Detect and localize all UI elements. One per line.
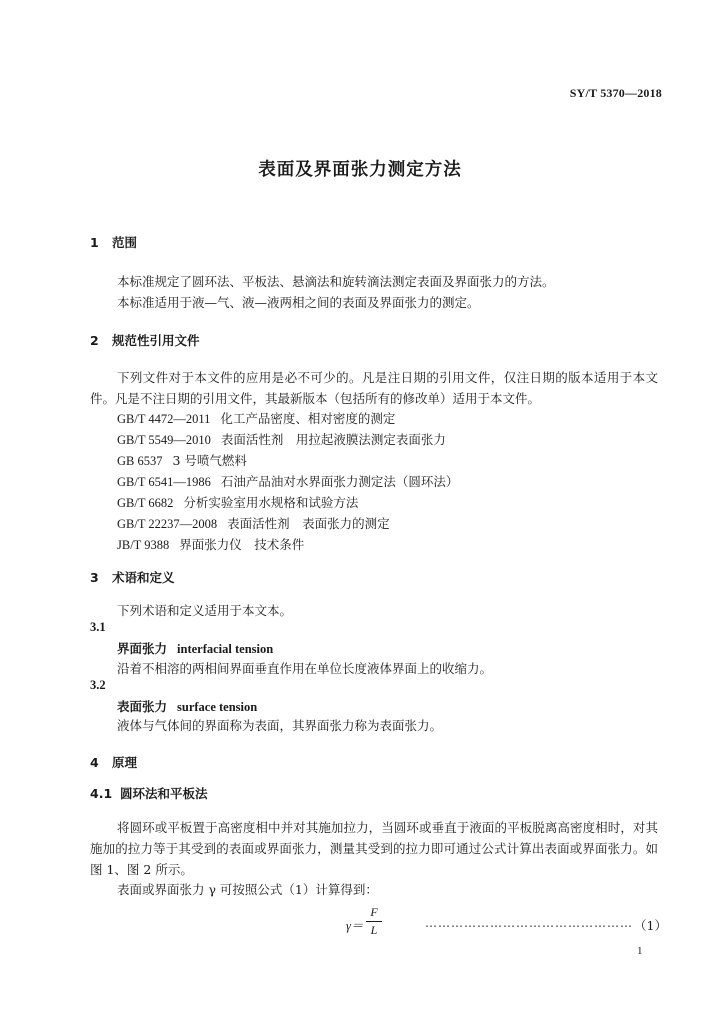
section-title: 原理 [112,755,138,770]
reference-code: GB 6537 [117,454,163,468]
formula-intro: 表面或界面张力 γ 可按照公式（1）计算得到： [117,882,378,897]
reference-item [117,409,395,427]
terms-intro: 下列术语和定义适用于本文本。 [117,603,293,618]
scope-line-1: 本标准规定了圆环法、平板法、悬滴法和旋转滴法测定表面及界面张力的方法。 [117,274,555,289]
formula-denominator: L [370,923,378,937]
reference-item [117,493,358,511]
reference-item [117,472,458,490]
section-1-heading [90,233,137,251]
scope-line-2: 本标准适用于液—气、液—液两相之间的表面及界面张力的测定。 [117,295,480,310]
reference-code: GB/T 22237—2008 [117,517,218,531]
term-english: interfacial tension [177,642,274,656]
subsection-number: 4.1 [90,786,113,801]
reference-title: 石油产品油对水界面张力测定法（圆环法） [220,474,459,489]
formula-lhs: γ＝ [346,919,364,933]
reference-code: GB/T 5549—2010 [117,433,211,447]
term-definition: 液体与气体间的界面称为表面，其界面张力称为表面张力。 [117,718,443,733]
formula-equation-number: （1） [634,918,667,933]
section-number: 3 [90,570,99,585]
formula-fraction [366,905,382,938]
term-heading [117,697,257,715]
section-number: 1 [90,235,99,250]
normative-references-intro: 下列文件对于本文件的应用是必不可少的。凡是注日期的引用文件，仅注日期的版本适用于本文件。凡是不注日期的引用文件，其最新版本（包括所有的修改单）适用于本文件。 [90,370,658,406]
reference-code: GB/T 6541—1986 [117,475,211,489]
subsection-4-1-heading [90,784,208,802]
reference-code: JB/T 9388 [117,538,170,552]
term-heading [117,639,273,657]
subsection-title: 圆环法和平板法 [120,786,208,801]
standard-code: SY/T 5370—2018 [569,86,662,100]
term-number: 3.1 [90,620,106,634]
reference-item [117,430,446,448]
formula-numerator: F [370,905,378,919]
reference-title: 化工产品密度、相对密度的测定 [220,411,396,426]
formula-1 [0,905,720,945]
reference-item [117,535,304,553]
reference-title: 分析实验室用水规格和试验方法 [183,495,359,510]
reference-code: GB/T 6682 [117,496,174,510]
section-title: 规范性引用文件 [112,333,200,348]
term-chinese: 界面张力 [117,641,168,656]
term-definition: 沿着不相溶的两相间界面垂直作用在单位长度液体界面上的收缩力。 [117,661,493,676]
section-title: 术语和定义 [112,570,175,585]
section-number: 2 [90,333,99,348]
section-number: 4 [90,755,99,770]
term-english: surface tension [177,700,258,714]
reference-item [117,514,390,532]
section-title: 范围 [112,235,138,250]
reference-code: GB/T 4472—2011 [117,412,211,426]
reference-item [117,451,247,469]
page-number: 1 [637,945,643,957]
principle-paragraph: 将圆环或平板置于高密度相中并对其施加拉力，当圆环或垂直于液面的平板脱离高密度相时，对其施加的拉力等于其受到的表面或界面张力，测量其受到的拉力即可通过公式计算出表面或界面张力。如图 1、图 2 所示。 [90,820,658,877]
section-3-heading [90,568,175,586]
term-number: 3.2 [90,678,106,692]
reference-title: 表面活性剂 用拉起液膜法测定表面张力 [220,432,446,447]
term-chinese: 表面张力 [117,699,168,714]
reference-title: 界面张力仪 技术条件 [179,537,305,552]
formula-leader-dots: ………………………………………… [425,916,633,930]
reference-title: 3 号喷气燃料 [172,453,247,468]
reference-title: 表面活性剂 表面张力的测定 [227,516,390,531]
section-2-heading [90,331,200,349]
section-4-heading [90,753,137,771]
document-title: 表面及界面张力测定方法 [258,160,462,180]
fraction-bar [366,921,382,922]
